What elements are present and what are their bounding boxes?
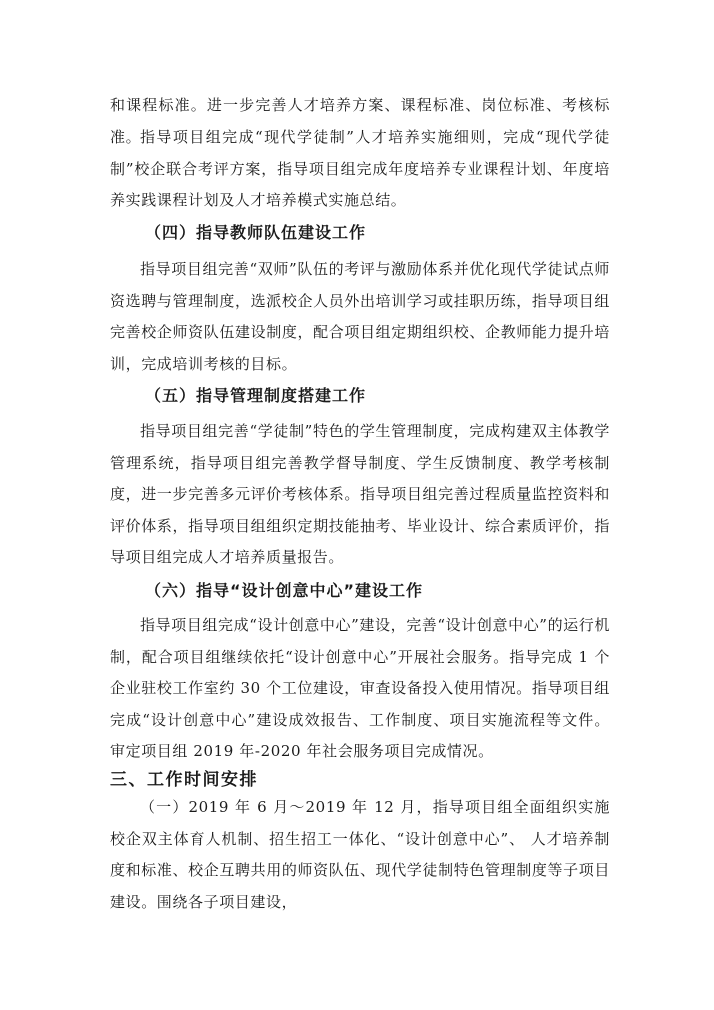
section-heading-teachers: （四）指导教师队伍建设工作	[145, 223, 367, 242]
paragraph-design-center: 指导项目组完成“设计创意中心”建设，完善“设计创意中心”的运行机制，配合项目组继续依托“设计创意中心”开展社会服务。指导完成 1 个企业驻校工作室约 30 个工位建设，审查设备投入使用情况。指导项目组完成“设计创意中心”建设成效报告、工作制度、项目实施流程等文件。审定项目组 2019 年-2020 年社会服务项目完成情况。	[110, 616, 610, 760]
paragraph-management: 指导项目组完善“学徒制”特色的学生管理制度，完成构建双主体教学管理系统，指导项目组完善教学督导制度、学生反馈制度、教学考核制度，进一步完善多元评价考核体系。指导项目组完善过程质量监控资料和评价体系，指导项目组组织定期技能抽考、毕业设计、综合素质评价，指导项目组完成人才培养质量报告。	[110, 422, 610, 566]
paragraph-talent-plan: 指导项目组完成“现代学徒制”人才培养实施细则，完成“现代学徒制”校企联合考评方案，指导项目组完成年度培养专业课程计划、年度培养实践课程计划及人才培养模式实施总结。	[110, 128, 610, 209]
paragraph-standards: 和课程标准。进一步完善人才培养方案、课程标准、岗位标准、考核标准。	[110, 96, 610, 146]
paragraph-teachers: 指导项目组完善“双师”队伍的考评与激励体系并优化现代学徒试点师资选聘与管理制度，选派校企人员外出培训学习或挂职历练，指导项目组完善校企师资队伍建设制度，配合项目组定期组织校、企教师能力提升培训，完成培训考核的目标。	[110, 260, 610, 373]
section-heading-schedule: 三、工作时间安排	[110, 770, 258, 790]
section-heading-design-center: （六）指导“设计创意中心”建设工作	[145, 581, 424, 600]
paragraph-schedule: （一）2019 年 6 月～2019 年 12 月，指导项目组全面组织实施校企双主体育人机制、招生招工一体化、“设计创意中心”、 人才培养制度和标准、校企互聘共用的师资队伍、现代学徒制特色管理制度等子项目建设。围绕各子项目建设，	[110, 798, 610, 911]
section-heading-management: （五）指导管理制度搭建工作	[145, 386, 367, 405]
